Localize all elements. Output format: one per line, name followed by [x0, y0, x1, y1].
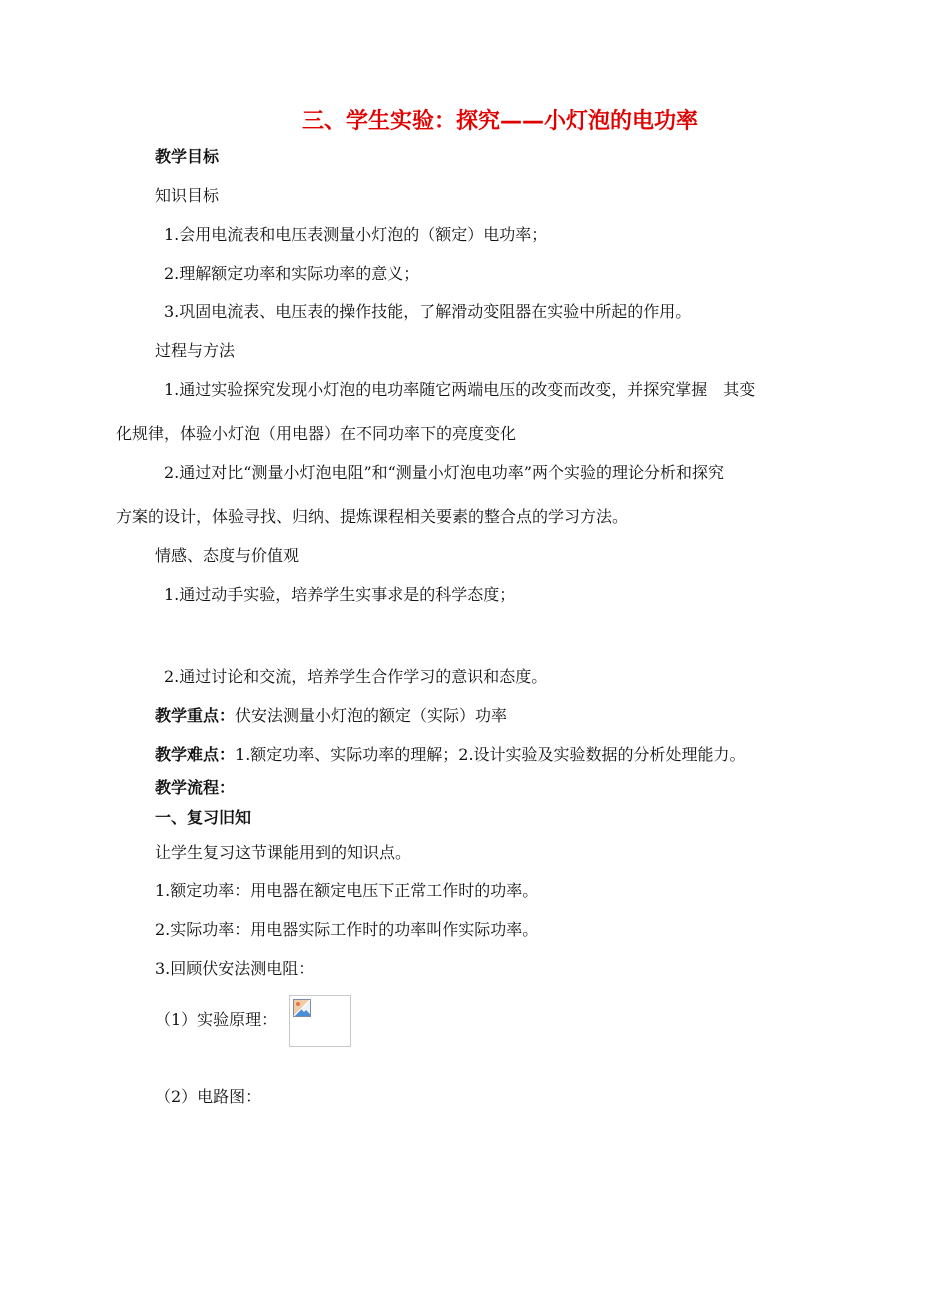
process-item-2-line1: 2.通过对比“测量小灯泡电阻”和“测量小灯泡电功率”两个实验的理论分析和探究	[164, 463, 724, 482]
review-intro: 让学生复习这节课能用到的知识点。	[155, 843, 412, 862]
key-point-line	[155, 705, 507, 727]
review-item-3: 3.回顾伏安法测电阻：	[155, 959, 315, 978]
circuit-diagram-label: （2）电路图：	[155, 1087, 262, 1106]
broken-image-icon	[293, 999, 311, 1017]
review-heading: 一、复习旧知	[155, 808, 252, 827]
knowledge-goals-heading: 知识目标	[155, 186, 220, 205]
teaching-goals-heading: 教学目标	[155, 147, 220, 166]
teaching-flow-heading: 教学流程：	[155, 778, 236, 797]
review-item-1: 1.额定功率：用电器在额定电压下正常工作时的功率。	[155, 881, 539, 900]
emotion-values-heading: 情感、态度与价值观	[155, 546, 300, 565]
process-item-1-line1: 1.通过实验探究发现小灯泡的电功率随它两端电压的改变而改变，并探究掌握 其变	[164, 380, 756, 399]
process-item-1-line2: 化规律，体验小灯泡（用电器）在不同功率下的亮度变化	[116, 424, 517, 443]
document-title: 三、学生实验：探究——小灯泡的电功率	[301, 109, 698, 134]
key-point-text: 伏安法测量小灯泡的额定（实际）功率	[235, 706, 508, 725]
knowledge-item-3: 3.巩固电流表、电压表的操作技能，了解滑动变阻器在实验中所起的作用。	[164, 302, 692, 321]
process-methods-heading: 过程与方法	[155, 341, 236, 360]
key-point-label: 教学重点：	[155, 706, 236, 725]
knowledge-item-2: 2.理解额定功率和实际功率的意义；	[164, 264, 420, 283]
emotion-item-2: 2.通过讨论和交流，培养学生合作学习的意识和态度。	[164, 667, 548, 686]
difficulty-text: 1.额定功率、实际功率的理解；2.设计实验及实验数据的分析处理能力。	[235, 745, 746, 764]
review-item-2: 2.实际功率：用电器实际工作时的功率叫作实际功率。	[155, 920, 539, 939]
formula-image-placeholder	[289, 995, 351, 1047]
difficulty-label: 教学难点：	[155, 745, 236, 764]
difficulty-line	[155, 744, 746, 766]
process-item-2-line2: 方案的设计，体验寻找、归纳、提炼课程相关要素的整合点的学习方法。	[116, 507, 629, 526]
emotion-item-1: 1.通过动手实验，培养学生实事求是的科学态度；	[164, 585, 516, 604]
knowledge-item-1: 1.会用电流表和电压表测量小灯泡的（额定）电功率；	[164, 225, 548, 244]
principle-label: （1）实验原理：	[155, 1010, 278, 1029]
